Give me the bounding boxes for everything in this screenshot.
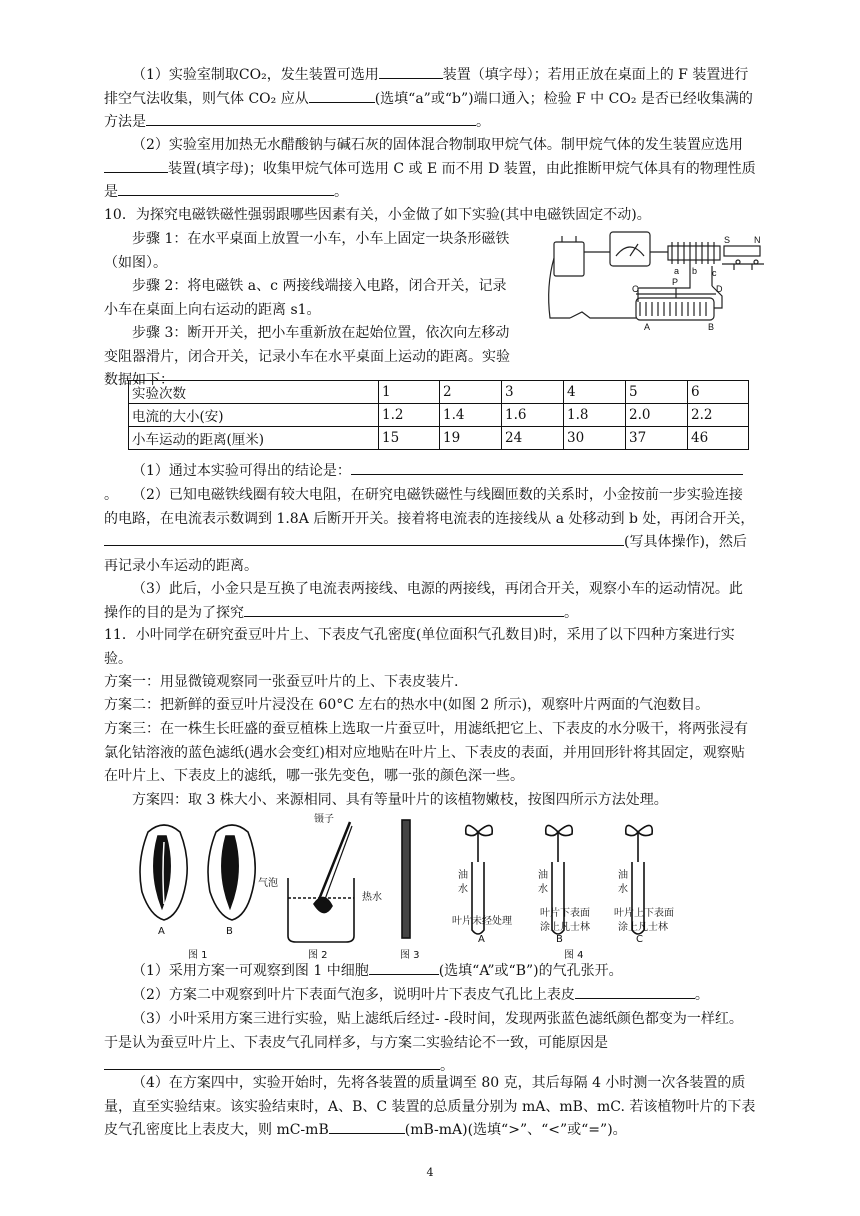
switch-icon [570, 312, 636, 318]
svg-text:B: B [708, 322, 715, 332]
answer-blank[interactable] [329, 1119, 405, 1134]
q10-title: 10．为探究电磁铁磁性强弱跟哪些因素有关，小金做了如下实验(其中电磁铁固定不动)。 [104, 207, 651, 223]
answer-blank[interactable] [104, 158, 168, 173]
q10-step2: 步骤 2：将电磁铁 a、c 两接线端接入电路，闭合开关，记录小车在桌面上向右运动的距离 s1。 [104, 278, 507, 318]
answer-blank[interactable] [104, 1055, 440, 1070]
svg-text:A: A [478, 934, 485, 945]
svg-text:S: S [724, 235, 731, 245]
q10-sub2: （2）已知电磁铁线圈有较大电阻，在研究电磁铁磁性与线圈匝数的关系时，小金按前一步实验连接的电路，在电流表示数调到 1.8A 后断开开关。接着将电流表的连接线从 a 处移动到 b 处，再闭合开关，(写具体操作)，然后再记录小车运动的距离。 [104, 487, 755, 574]
svg-text:油: 油 [538, 870, 548, 881]
page-number: 4 [426, 1166, 434, 1179]
svg-text:c: c [712, 268, 717, 278]
guard-cell-b-icon [208, 825, 255, 920]
table-row: 电流的大小(安) 1.2 1.4 1.6 1.8 2.0 2.2 [129, 404, 749, 427]
svg-text:B: B [556, 934, 563, 945]
rheostat-icon [636, 298, 714, 320]
beaker-icon [288, 822, 354, 942]
answer-blank[interactable] [104, 531, 624, 546]
bar-magnet-icon [724, 246, 760, 256]
q11-plan4: 方案四：取 3 株大小、来源相同、具有等量叶片的该植物嫩枝，按图四所示方法处理。 [132, 792, 668, 808]
answer-blank[interactable] [309, 88, 375, 103]
svg-text:B: B [226, 926, 233, 937]
q11-plan3: 方案三：在一株生长旺盛的蚕豆植株上选取一片蚕豆叶，用滤纸把它上、下表皮的水分吸干，将两张浸有氯化钴溶液的蓝色滤纸(遇水会变红)相对应地贴在叶片上、下表皮的表面，并用回形针将其固定，观察贴在叶片上、下表皮上的滤纸，哪一张先变色，哪一张的颜色深一些。 [104, 721, 748, 784]
svg-text:水: 水 [458, 884, 468, 895]
q10-step3: 步骤 3：断开开关，把小车重新放在起始位置，依次向左移动变阻器滑片，闭合开关，记录小车在水平桌面上运动的距离。实验数据如下： [104, 325, 510, 388]
svg-text:图 4: 图 4 [564, 950, 584, 961]
electromagnet-coil-icon [668, 242, 720, 264]
q11-sub4: （4）在方案四中，实验开始时，先将各装置的质量调至 80 克，其后每隔 4 小时测一次各装置的质量，直至实验结束。该实验结束时，A、B、C 装置的总质量分别为 mA、mB、mC. 若该植物叶片的下表皮气孔密度比上表皮大，则 mC-mB (mB-mA)(选填“>”、“<”或“=”)。 [104, 1075, 756, 1138]
svg-text:水: 水 [618, 884, 628, 895]
q11-sub2: （2）方案二中观察到叶片下表面气泡多，说明叶片下表皮气孔比上表皮 。 [104, 984, 756, 1008]
svg-text:C: C [636, 934, 643, 945]
q9-part2: （2）实验室用加热无水醋酸钠与碱石灰的固体混合物制取甲烷气体。制甲烷气体的发生装置应选用装置(填字母)；收集甲烷气体可选用 C 或 E 而不用 D 装置，由此推断甲烷气体具有的物理性质是 。 [104, 137, 756, 200]
q9-part1: （1）实验室制取CO₂，发生装置可选用 装置（填字母）；若用正放在桌面上的 F 装置进行排空气法收集，则气体 CO₂ 应从 (选填“a”或“b”)端口通入；检验 F 中 CO₂ 是否已经收集满的方法是 。 [104, 64, 756, 135]
svg-text:a: a [674, 266, 680, 276]
answer-blank[interactable] [379, 64, 443, 79]
experiment-data-table [128, 380, 749, 450]
svg-text:热水: 热水 [362, 892, 382, 903]
table-row: 实验次数 1 2 3 4 5 6 [129, 381, 749, 404]
answer-blank[interactable] [244, 602, 564, 617]
q11-plan2: 方案二：把新鲜的蚕豆叶片浸没在 60°C 左右的热水中(如图 2 所示)，观察叶片两面的气泡数目。 [104, 697, 710, 713]
answer-blank[interactable] [146, 111, 476, 126]
electromagnet-circuit-figure [540, 226, 764, 338]
guard-cell-a-icon [140, 825, 187, 920]
svg-text:A: A [644, 322, 651, 332]
q11-sub3: （3）小叶采用方案三进行实验，贴上滤纸后经过- -段时间，发现两张蓝色滤纸颜色都变为一样红。于是认为蚕豆叶片上、下表皮气孔同样多，与方案二实验结论不一致，可能原因是。 [104, 1011, 743, 1074]
svg-text:气泡: 气泡 [258, 878, 278, 889]
q11-sub1: （1）采用方案一可观察到图 1 中细胞 (选填“A”或“B”)的气孔张开。 [104, 960, 756, 984]
svg-text:C: C [632, 284, 639, 294]
svg-text:涂上凡士林: 涂上凡士林 [540, 922, 590, 933]
svg-text:叶片下表面: 叶片下表面 [540, 908, 590, 919]
q10-sub3: （3）此后，小金只是互换了电流表两接线、电源的两接线，再闭合开关，观察小车的运动情况。此操作的目的是为了探究 。 [104, 581, 743, 621]
answer-blank[interactable] [351, 460, 743, 475]
svg-text:D: D [716, 284, 723, 294]
svg-text:油: 油 [458, 870, 468, 881]
svg-text:油: 油 [618, 870, 628, 881]
q11-plan1: 方案一：用显微镜观察同一张蚕豆叶片的上、下表皮装片. [104, 674, 459, 690]
q10-step1: 步骤 1：在水平桌面上放置一小车，小车上固定一块条形磁铁（如图）。 [104, 231, 510, 271]
ammeter-icon [610, 232, 650, 266]
answer-blank[interactable] [575, 984, 695, 999]
stomata-figures [128, 812, 728, 962]
svg-text:图 1: 图 1 [188, 950, 208, 961]
svg-text:叶片上下表面: 叶片上下表面 [614, 908, 674, 919]
q10-sub1: （1）通过本实验可得出的结论是：。 [104, 460, 756, 507]
svg-text:N: N [754, 235, 761, 245]
answer-blank[interactable] [118, 181, 334, 196]
svg-text:A: A [158, 926, 165, 937]
svg-text:P: P [672, 277, 679, 287]
svg-text:b: b [692, 266, 698, 276]
svg-text:镊子: 镊子 [314, 814, 334, 825]
svg-text:图 2: 图 2 [308, 950, 328, 961]
answer-blank[interactable] [369, 960, 439, 975]
svg-text:叶片未经处理: 叶片未经处理 [452, 916, 512, 927]
table-row: 小车运动的距离(厘米) 15 19 24 30 37 46 [129, 427, 749, 450]
leaf-strip-icon [402, 820, 410, 938]
svg-text:图 3: 图 3 [400, 950, 420, 961]
battery-icon [554, 242, 584, 276]
svg-text:水: 水 [538, 884, 548, 895]
q11-title: 11．小叶同学在研究蚕豆叶片上、下表皮气孔密度(单位面积气孔数目)时，采用了以下四种方案进行实验。 [104, 627, 735, 667]
tweezers-icon [318, 822, 350, 902]
svg-text:涂上凡士林: 涂上凡士林 [618, 922, 668, 933]
